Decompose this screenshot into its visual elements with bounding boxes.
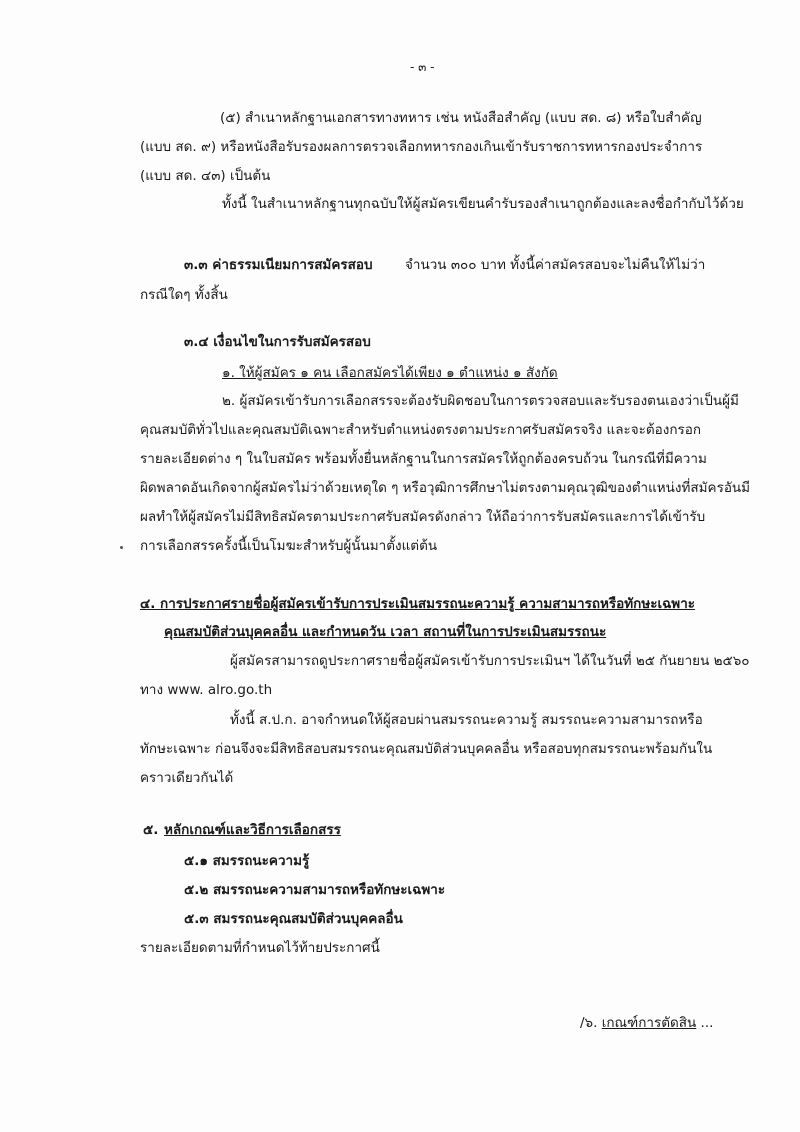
stray-dot <box>120 546 123 549</box>
condition-item2-line5: ผลทำให้ผู้สมัครไม่มีสิทธิสมัครตามประกาศรับสมัครดังกล่าว ให้ถือว่าการรับสมัครและการได้เข้ารับ <box>140 509 706 525</box>
condition-item2-line4: ผิดพลาดอันเกิดจากผู้สมัครไม่ว่าด้วยเหตุใด ๆ หรือวุฒิการศึกษาไม่ตรงตามคุณวุฒิของตำแหน่งที่สมัครอันมี <box>140 480 751 496</box>
criteria-item-3: ๕.๓ สมรรถนะคุณสมบัติส่วนบุคคลอื่น <box>184 911 403 927</box>
next-page-continuation <box>580 1013 713 1033</box>
continuation-prefix: /๖. <box>580 1015 598 1031</box>
criteria-closing: รายละเอียดตามที่กำหนดไว้ท้ายประกาศนี้ <box>140 940 380 956</box>
condition-item2-line3: รายละเอียดต่าง ๆ ในใบสมัคร พร้อมทั้งยื่นหลักฐานในการสมัครให้ถูกต้องครบถ้วน ในกรณีที่มีความ <box>140 451 707 467</box>
fee-heading: ๓.๓ ค่าธรรมเนียมการสมัครสอบ <box>184 257 373 273</box>
criteria-heading: หลักเกณฑ์และวิธีการเลือกสรร <box>164 822 341 838</box>
condition-item1: ๑. ให้ผู้สมัคร ๑ คน เลือกสมัครได้เพียง ๑ ตำแหน่ง ๑ สังกัด <box>222 365 558 381</box>
continuation-ellipsis: ... <box>696 1015 714 1031</box>
conditions-heading: ๓.๔ เงื่อนไขในการรับสมัครสอบ <box>184 334 371 350</box>
condition-item2-line2: คุณสมบัติทั่วไปและคุณสมบัติเฉพาะสำหรับตำแหน่งตรงตามประกาศรับสมัครจริง และจะต้องกรอก <box>140 422 702 438</box>
announcement-p1-line2: ทาง www. alro.go.th <box>140 682 273 698</box>
fee-text-line2: กรณีใดๆ ทั้งสิ้น <box>140 287 228 303</box>
criteria-heading-number: ๕. <box>143 822 159 838</box>
condition-item2-line1: ๒. ผู้สมัครเข้ารับการเลือกสรรจะต้องรับผิดชอบในการตรวจสอบและรับรองตนเองว่าเป็นผู้มี <box>222 393 739 409</box>
fee-text-line1: จำนวน ๓๐๐ บาท ทั้งนี้ค่าสมัครสอบจะไม่คืนให้ไม่ว่า <box>405 257 706 273</box>
announcement-p2-line3: คราวเดียวกันได้ <box>140 770 234 786</box>
copy-certification-note: ทั้งนี้ ในสำเนาหลักฐานทุกฉบับให้ผู้สมัครเขียนคำรับรองสำเนาถูกต้องและลงชื่อกำกับไว้ด้วย <box>222 196 744 212</box>
announcement-p2-line1: ทั้งนี้ ส.ป.ก. อาจกำหนดให้ผู้สอบผ่านสมรรถนะความรู้ สมรรถนะความสามารถหรือ <box>230 712 703 728</box>
item5-line1: (๕) สำเนาหลักฐานเอกสารทางทหาร เช่น หนังสือสำคัญ (แบบ สด. ๘) หรือใบสำคัญ <box>220 110 702 126</box>
announcement-p1-line1: ผู้สมัครสามารถดูประกาศรายชื่อผู้สมัครเข้ารับการประเมินฯ ได้ในวันที่ ๒๕ กันยายน ๒๕๖๐ <box>230 653 750 669</box>
page-number: - ๓ - <box>410 60 435 74</box>
announcement-heading-line1: ๔. การประกาศรายชื่อผู้สมัครเข้ารับการประเมินสมรรถนะความรู้ ความสามารถหรือทักษะเฉพาะ <box>140 596 696 612</box>
continuation-label: เกณฑ์การตัดสิน <box>601 1015 697 1031</box>
item5-line2: (แบบ สด. ๙) หรือหนังสือรับรองผลการตรวจเลือกทหารกองเกินเข้ารับราชการทหารกองประจำการ <box>140 139 703 155</box>
condition-item2-line6: การเลือกสรรครั้งนี้เป็นโมฆะสำหรับผู้นั้นมาตั้งแต่ต้น <box>140 538 438 554</box>
criteria-item-2: ๕.๒ สมรรถนะความสามารถหรือทักษะเฉพาะ <box>184 882 446 898</box>
announcement-p2-line2: ทักษะเฉพาะ ก่อนจึงจะมีสิทธิสอบสมรรถนะคุณสมบัติส่วนบุคคลอื่น หรือสอบทุกสมรรถนะพร้อมกันใน <box>140 741 713 757</box>
announcement-heading-line2: คุณสมบัติส่วนบุคคลอื่น และกำหนดวัน เวลา สถานที่ในการประเมินสมรรถนะ <box>164 624 607 640</box>
item5-line3: (แบบ สด. ๔๓) เป็นต้น <box>140 168 271 184</box>
criteria-item-1: ๕.๑ สมรรถนะความรู้ <box>184 853 310 869</box>
